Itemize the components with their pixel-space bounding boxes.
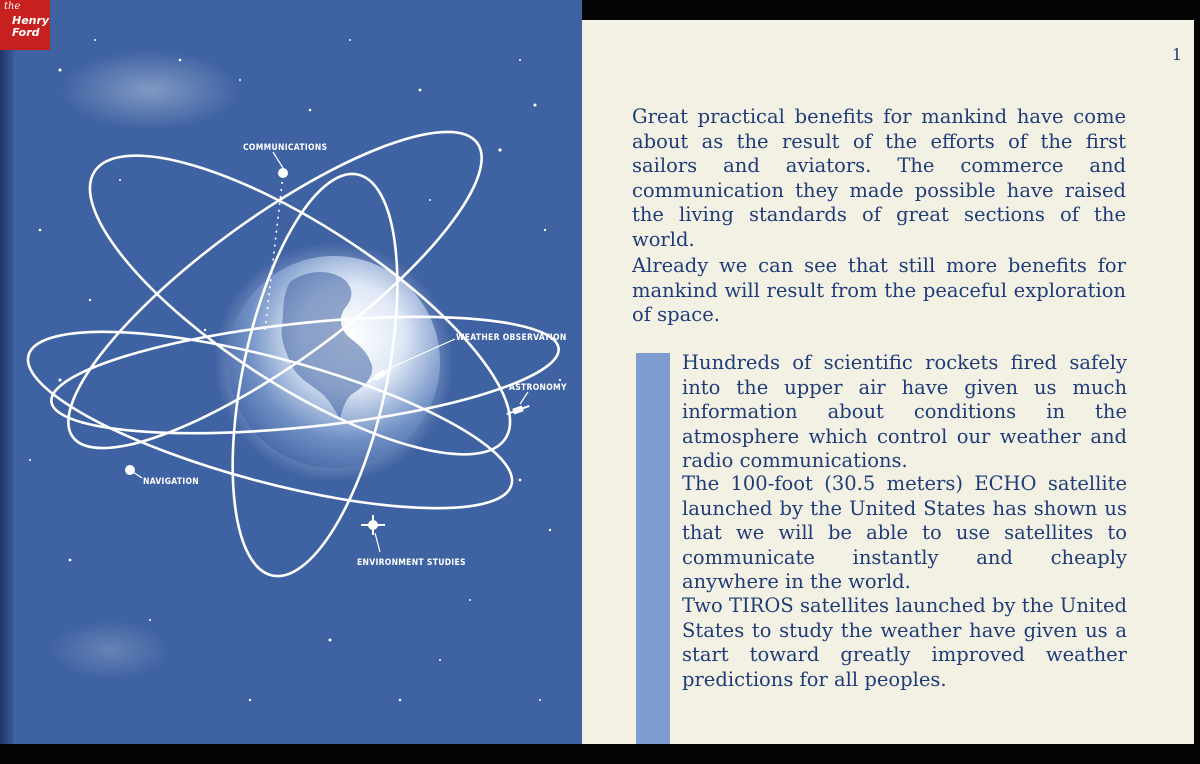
logo-henry: Henry bbox=[12, 14, 50, 27]
star-cluster bbox=[50, 620, 170, 680]
paragraph-rockets: Hundreds of scientific rockets fired safely into the upper air have given us much information about conditions in the atmosphere which control our weather and radio communications. bbox=[682, 351, 1127, 472]
text-page bbox=[582, 20, 1194, 744]
navigation-satellite bbox=[125, 465, 135, 475]
orbit-illustration bbox=[0, 0, 582, 744]
label-weather-observation: WEATHER OBSERVATION bbox=[456, 333, 567, 343]
paragraph-exploration: Already we can see that still more benefits for mankind will result from the peaceful exploration of space. bbox=[632, 254, 1126, 326]
logo-the: the bbox=[4, 1, 21, 12]
environment-satellite bbox=[361, 515, 385, 535]
paragraph-benefits: Great practical benefits for mankind have come about as the result of the efforts of the first sailors and aviators. The commerce and communication they made possible have raised the living standards of great sections of the world. bbox=[632, 105, 1126, 251]
page-edge bbox=[0, 0, 14, 744]
logo-ford: Ford bbox=[12, 26, 40, 39]
paragraph-tiros: Two TIROS satellites launched by the United States to study the weather have given us a start toward greatly improved weather predictions for all peoples. bbox=[682, 594, 1127, 691]
henry-ford-logo bbox=[0, 0, 50, 50]
page-number: 1 bbox=[1171, 45, 1182, 64]
paragraph-echo: The 100-foot (30.5 meters) ECHO satellite launched by the United States has shown us that we will be able to use satellites to communicate instantly and cheaply anywhere in the world. bbox=[682, 472, 1127, 593]
label-environment-studies: ENVIRONMENT STUDIES bbox=[357, 558, 466, 568]
star-cluster bbox=[60, 50, 240, 130]
illustration-page bbox=[0, 0, 582, 744]
label-navigation: NAVIGATION bbox=[143, 477, 199, 487]
communications-satellite bbox=[278, 168, 288, 178]
accent-bar bbox=[636, 353, 670, 744]
label-astronomy: ASTRONOMY bbox=[509, 383, 567, 393]
label-communications: COMMUNICATIONS bbox=[243, 143, 328, 153]
